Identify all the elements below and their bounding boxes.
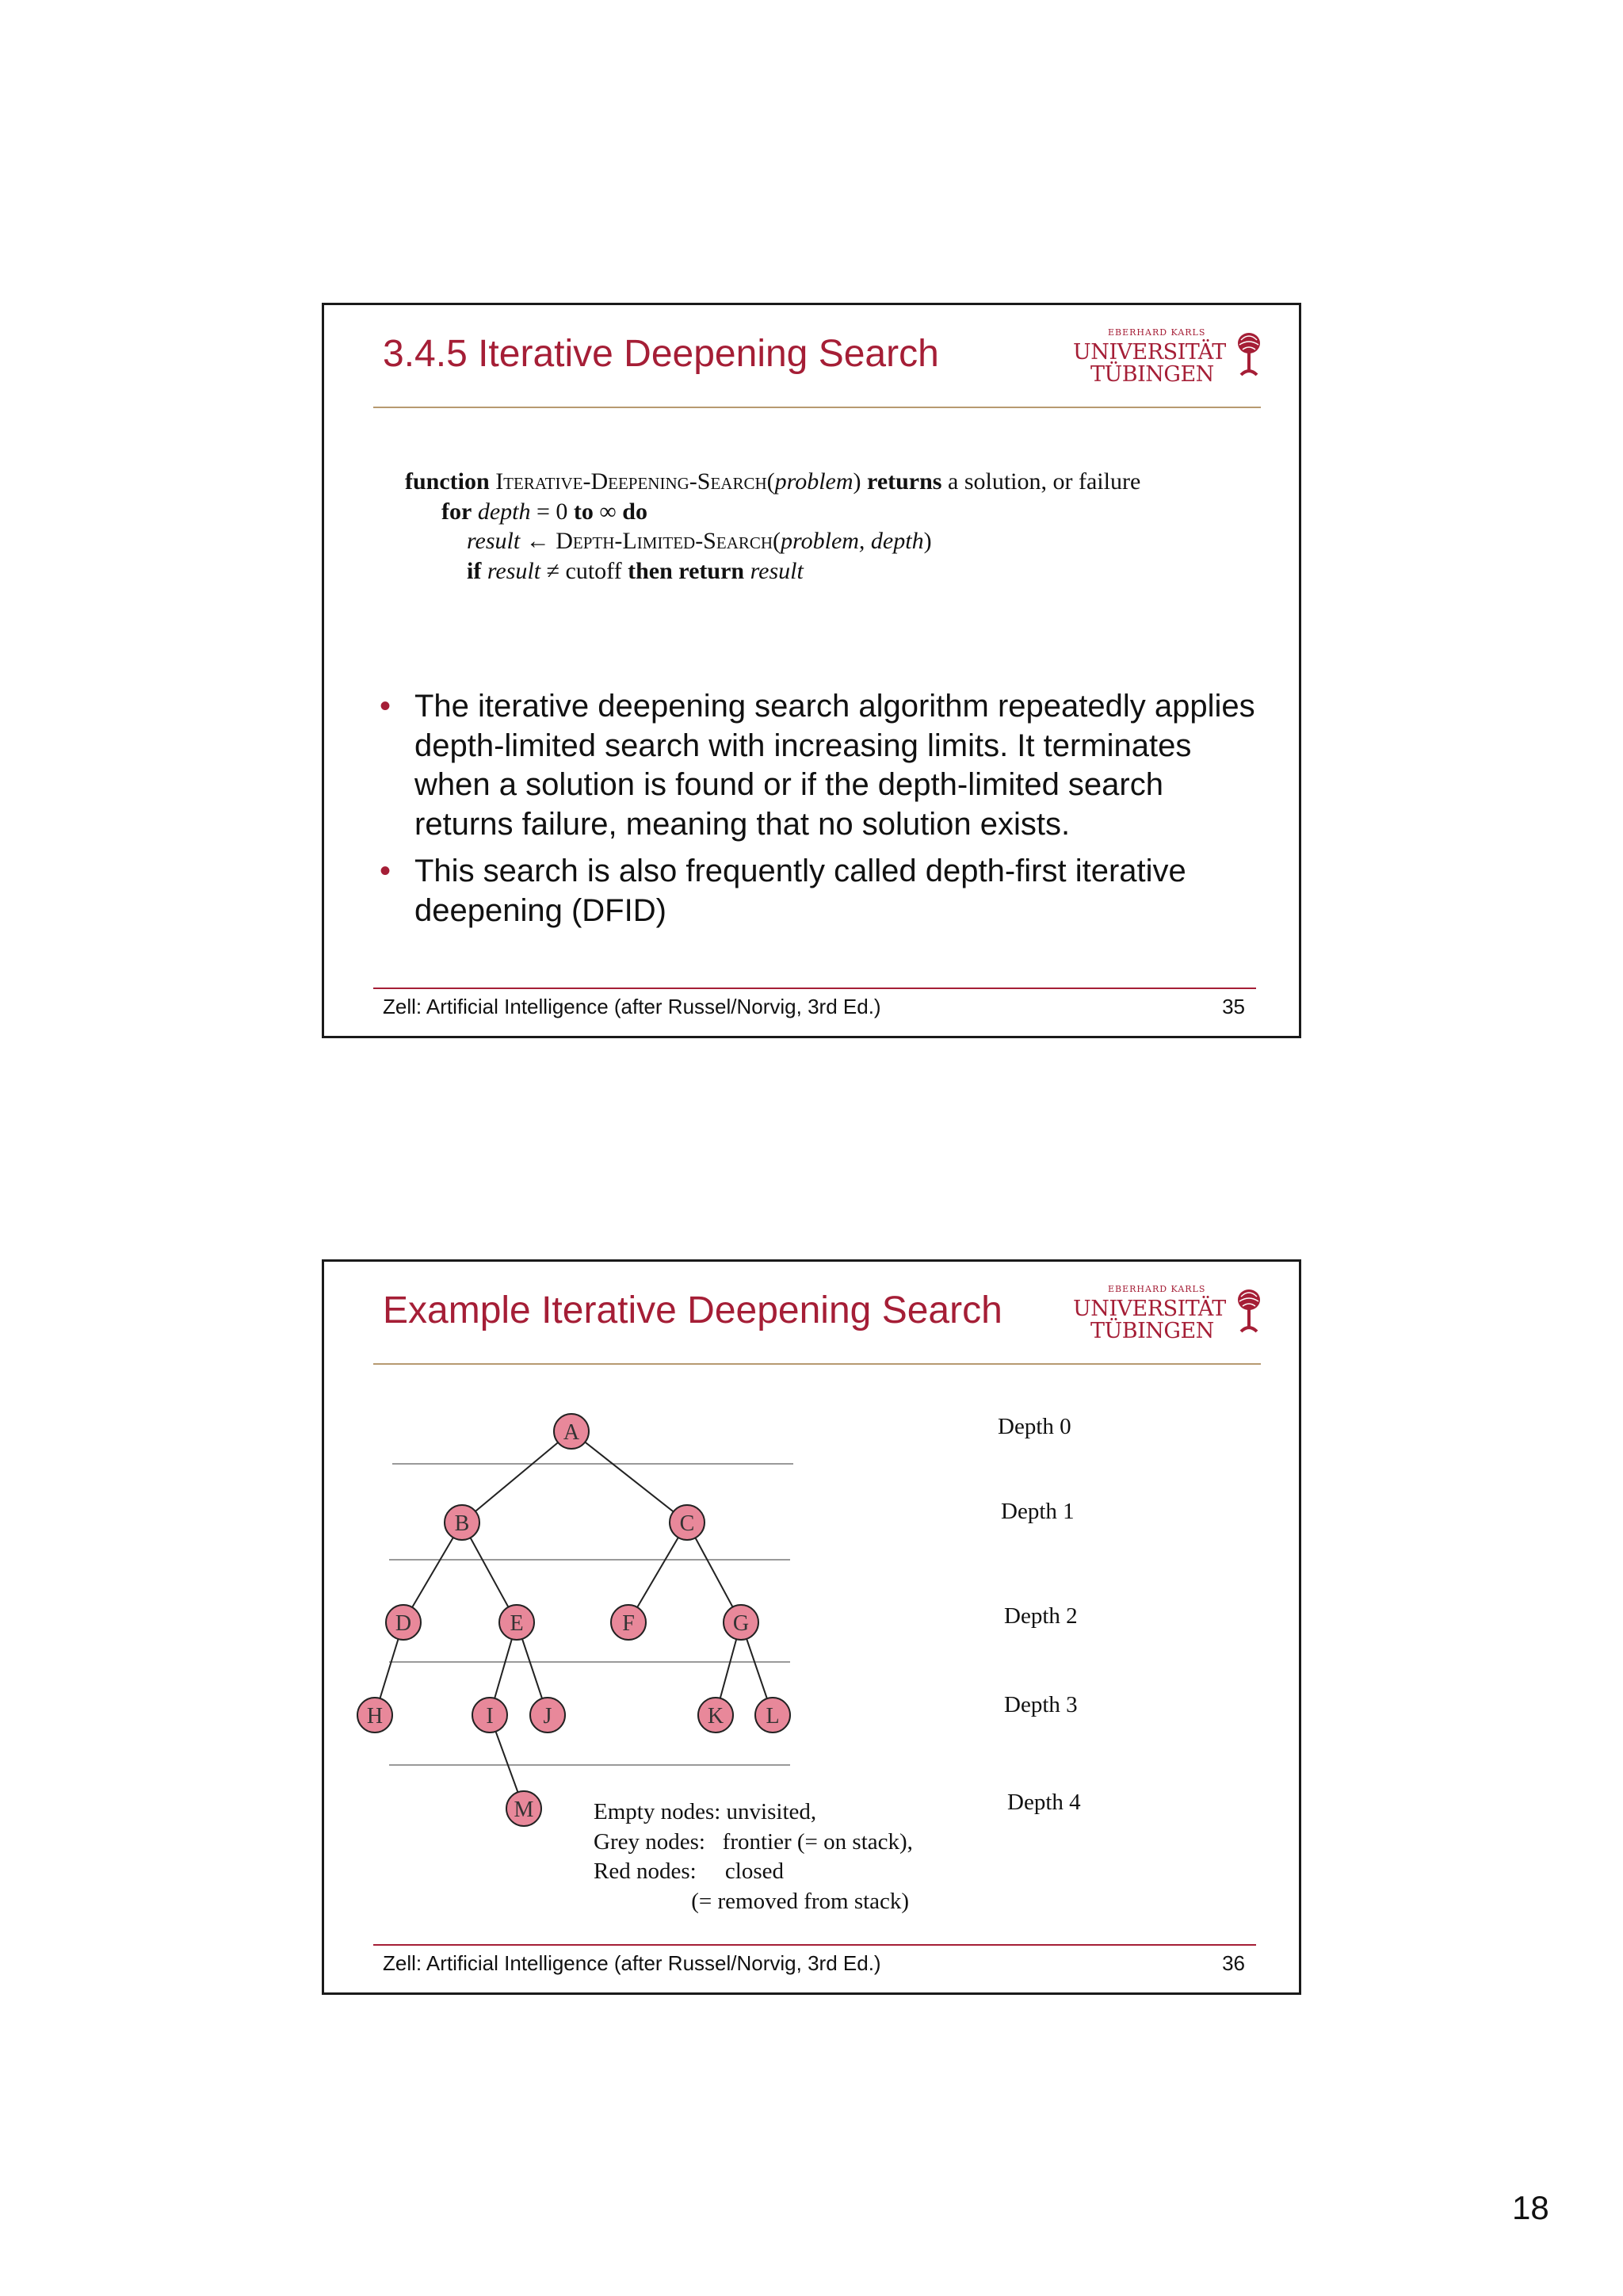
logo-line-2: UNIVERSITÄT [1073, 340, 1226, 365]
palm-tree-icon [1233, 330, 1265, 378]
tree-edge [462, 1431, 571, 1522]
depth-label-3: Depth 3 [1004, 1692, 1078, 1717]
tree-node-m [506, 1791, 541, 1826]
slide-title: Example Iterative Deepening Search [383, 1289, 1002, 1331]
depth-label-4: Depth 4 [1007, 1790, 1081, 1815]
svg-text:B: B [454, 1511, 470, 1536]
svg-text:D: D [395, 1611, 412, 1636]
tree-node-i [472, 1698, 507, 1733]
tree-edge [571, 1431, 687, 1522]
slide-title: 3.4.5 Iterative Deepening Search [383, 333, 939, 375]
tree-node-l [755, 1698, 790, 1733]
tree-node-b [445, 1505, 479, 1540]
slide-footer: Zell: Artificial Intelligence (after Russel/Norvig, 3rd Ed.) [383, 995, 881, 1018]
svg-text:J: J [543, 1704, 552, 1729]
university-logo [1068, 326, 1274, 387]
svg-text:K: K [707, 1704, 724, 1729]
slide-footer: Zell: Artificial Intelligence (after Russel/Norvig, 3rd Ed.) [383, 1951, 881, 1975]
footer-divider [373, 988, 1256, 989]
svg-text:I: I [486, 1704, 494, 1729]
svg-text:H: H [366, 1704, 384, 1729]
footer-divider [373, 1944, 1256, 1946]
tree-node-e [499, 1605, 534, 1640]
tree-node-g [724, 1605, 758, 1640]
tree-node-f [611, 1605, 646, 1640]
title-divider [373, 407, 1261, 408]
legend-line: Grey nodes: frontier (= on stack), [594, 1828, 913, 1855]
legend-line: (= removed from stack) [594, 1888, 910, 1914]
svg-text:G: G [732, 1611, 750, 1636]
bullet-list [378, 687, 1258, 938]
slide-36 [322, 1259, 1301, 1995]
logo-line-3: TÜBINGEN [1090, 362, 1214, 387]
logo-line-1: EBERHARD KARLS [1108, 1284, 1206, 1294]
svg-text:L: L [766, 1704, 780, 1729]
sheet-page-number: 18 [1512, 2189, 1549, 2226]
logo-line-3: TÜBINGEN [1090, 1319, 1214, 1343]
svg-text:M: M [514, 1797, 534, 1822]
bullet-item: • This search is also frequently called depth-first iterative deepening (DFID) [380, 854, 1186, 928]
tree-node-d [386, 1605, 421, 1640]
slide-35 [322, 303, 1301, 1038]
node-legend [594, 1797, 913, 1916]
tree-node-c [670, 1505, 705, 1540]
svg-text:F: F [622, 1611, 635, 1636]
depth-label-2: Depth 2 [1004, 1603, 1078, 1629]
slide-page-number: 35 [1222, 995, 1245, 1018]
svg-text:C: C [679, 1511, 695, 1536]
tree-node-a [554, 1414, 589, 1449]
depth-label-1: Depth 1 [1001, 1499, 1075, 1524]
tree-node-j [530, 1698, 565, 1733]
svg-text:E: E [510, 1611, 524, 1636]
svg-text:A: A [563, 1420, 580, 1445]
legend-line: Red nodes: closed [594, 1859, 785, 1884]
tree-node-k [698, 1698, 733, 1733]
pseudocode: function Iterative-Deepening-Search(problem) returns a solution, or failure for depth = 0 to ∞ do result ← Depth-Limited-Search(problem, depth) if result ≠ cutoff then return result [405, 468, 1141, 584]
slide-page-number: 36 [1222, 1951, 1245, 1975]
logo-line-1: EBERHARD KARLS [1108, 327, 1206, 338]
legend-line: Empty nodes: unvisited, [594, 1799, 817, 1824]
tree-node-h [357, 1698, 392, 1733]
depth-label-0: Depth 0 [998, 1414, 1071, 1439]
bullet-item: • The iterative deepening search algorithm repeatedly applies depth-limited search with increasing limits. It terminates when a solution is found or if the depth-limited search returns failure, meaning that no solution exists. [380, 689, 1255, 842]
logo-line-2: UNIVERSITÄT [1073, 1297, 1226, 1321]
